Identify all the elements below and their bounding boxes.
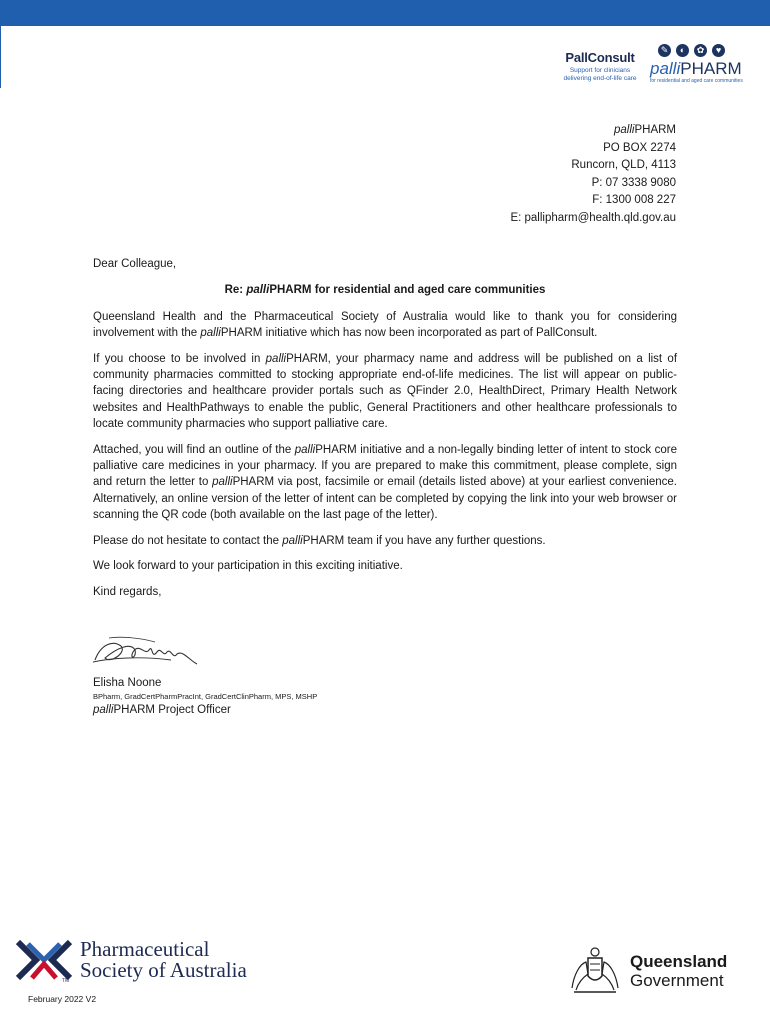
paragraph-involvement: If you choose to be involved in palliPHARM, your pharmacy name and address will be published on a list of community pharmacies committed to stocking appropriate end-of-life medicines. The list will appear on public-facing directories and healthcare provider portals such as QFinder 2.0, HealthDirect, Primary Health Network websites and HealthPathways to enable the public, General Practitioners and other healthcare professionals to locate community pharmacies who support palliative care. xyxy=(93,352,678,431)
letter-body xyxy=(93,256,677,609)
signature-image xyxy=(91,630,201,674)
signer-title: palliPHARM Project Officer xyxy=(93,704,231,716)
document-date: February 2022 V2 xyxy=(28,994,97,1004)
pallconsult-logo xyxy=(556,50,644,82)
pallconsult-tagline-2: delivering end-of-life care xyxy=(563,74,637,82)
sender-org: palliPHARM xyxy=(614,124,676,136)
heart-icon: ♥ xyxy=(712,44,725,57)
kind-regards: Kind regards, xyxy=(93,585,162,598)
signer-qualifications: BPharm, GradCertPharmPracInt, GradCertClinPharm, MPS, MSHP xyxy=(93,692,318,701)
psa-logo xyxy=(14,938,247,982)
qld-line-1: Queensland xyxy=(630,952,728,971)
sender-email: E: pallipharm@health.qld.gov.au xyxy=(510,211,676,224)
signer-name: Elisha Noone xyxy=(93,677,162,689)
psa-wordmark xyxy=(80,939,247,981)
qld-government-logo xyxy=(566,944,727,998)
capsule-icon: ✿ xyxy=(694,44,707,57)
pallipharm-logo xyxy=(650,44,746,84)
psa-trademark: TM xyxy=(62,978,70,984)
sender-phone: P: 07 3338 9080 xyxy=(591,176,676,189)
sender-city: Runcorn, QLD, 4113 xyxy=(571,159,676,171)
paragraph-thanks: Queensland Health and the Pharmaceutical Society of Australia would like to thank you for considering involvement with the palliPHARM initiative which has now been incorporated as part of PallConsult. xyxy=(93,310,677,340)
sender-po-box: PO BOX 2274 xyxy=(603,141,676,154)
signer-block xyxy=(93,676,317,717)
pill-icon: ✎ xyxy=(658,44,671,57)
sender-fax: F: 1300 008 227 xyxy=(592,194,676,206)
psa-emblem-icon xyxy=(14,938,74,982)
pallconsult-name: PallConsult xyxy=(565,50,635,65)
pallipharm-subtitle: for residential and aged care communities xyxy=(650,78,743,84)
qld-wordmark xyxy=(630,952,727,990)
header-rule xyxy=(0,26,1,88)
paragraph-closing: We look forward to your participation in this exciting initiative. xyxy=(93,560,403,573)
qld-line-2: Government xyxy=(630,971,724,990)
subject-line: Re: palliPHARM for residential and aged care communities xyxy=(224,284,546,297)
pallipharm-wordmark: palliPHARM xyxy=(650,59,742,78)
psa-line-2: Society of Australia xyxy=(80,958,247,982)
bottle-icon: ◐ xyxy=(676,44,689,57)
header-band xyxy=(0,0,770,26)
pallconsult-tagline-1: Support for clinicians xyxy=(569,67,631,74)
sender-address xyxy=(510,122,676,227)
paragraph-attached: Attached, you will find an outline of the palliPHARM initiative and a non-legally binding letter of intent to stock core palliative care medicines in your pharmacy. If you are prepared to make this commitment, please complete, sign and return the letter to palliPHARM via post, facsimile or email (details listed above) at your earliest convenience. Alternatively, an online version of the letter of intent can be completed by copying the link into your web browser or scanning the QR code (both available on the last page of the letter). xyxy=(93,443,677,522)
coat-of-arms-icon xyxy=(566,944,624,998)
pallipharm-icons xyxy=(650,44,746,57)
greeting: Dear Colleague, xyxy=(93,258,177,270)
psa-line-1: Pharmaceutical xyxy=(80,937,210,961)
paragraph-contact: Please do not hesitate to contact the palliPHARM team if you have any further questions. xyxy=(93,534,546,547)
